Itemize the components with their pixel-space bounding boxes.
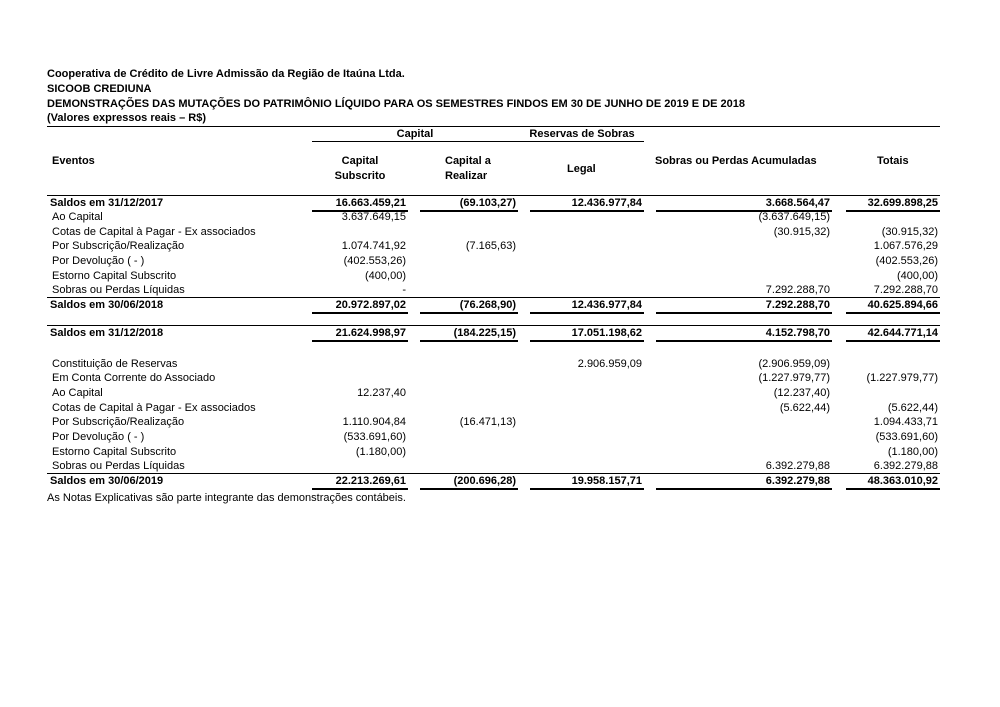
balance-column-rule — [420, 340, 518, 342]
balance-row — [0, 298, 1000, 312]
cell-realizar: (76.268,90) — [459, 299, 516, 311]
balance-column-rule — [656, 340, 832, 342]
cell-sobras: 7.292.288,70 — [765, 299, 830, 311]
cell-totais: (402.553,26) — [875, 255, 938, 267]
cell-subscrito: 21.624.998,97 — [335, 327, 406, 339]
table-row — [0, 357, 1000, 371]
cell-subscrito: (402.553,26) — [343, 255, 406, 267]
cell-legal: 19.958.157,71 — [571, 475, 642, 487]
row-event-label: Sobras ou Perdas Líquidas — [52, 460, 185, 472]
table-row — [0, 401, 1000, 415]
cell-subscrito: 12.237,40 — [357, 387, 406, 399]
cell-sobras: 7.292.288,70 — [765, 284, 830, 296]
col-totais: Totais — [877, 155, 909, 167]
cell-subscrito: 1.110.904,84 — [342, 416, 406, 428]
balance-column-rule — [530, 340, 644, 342]
cell-totais: (1.180,00) — [887, 446, 938, 458]
table-row — [0, 283, 1000, 297]
cell-subscrito: 16.663.459,21 — [335, 197, 406, 209]
col-legal: Legal — [567, 163, 596, 175]
cell-sobras: (30.915,32) — [773, 226, 830, 238]
balance-column-rule — [312, 312, 408, 314]
balance-column-rule — [846, 340, 940, 342]
table-row — [0, 386, 1000, 400]
balance-column-rule — [312, 340, 408, 342]
cell-totais: (400,00) — [897, 270, 938, 282]
cell-subscrito: 3.637.649,15 — [341, 211, 406, 223]
cell-totais: (30.915,32) — [881, 226, 938, 238]
row-event-label: Por Devolução ( - ) — [52, 431, 145, 443]
row-event-label: Constituição de Reservas — [52, 358, 178, 370]
balance-column-rule — [846, 312, 940, 314]
balance-column-rule — [846, 488, 940, 490]
cell-realizar: (200.696,28) — [453, 475, 516, 487]
cell-sobras: 6.392.279,88 — [765, 460, 830, 472]
col-sobras: Sobras ou Perdas Acumuladas — [655, 155, 817, 167]
table-row — [0, 225, 1000, 239]
brand-name: SICOOB CREDIUNA — [47, 83, 152, 95]
row-event-label: Ao Capital — [52, 387, 103, 399]
cell-subscrito: 22.213.269,61 — [335, 475, 406, 487]
row-event-label: Estorno Capital Subscrito — [52, 446, 177, 458]
row-event-label: Por Subscrição/Realização — [52, 416, 185, 428]
row-event-label: Saldos em 31/12/2018 — [50, 327, 164, 339]
col-eventos: Eventos — [52, 155, 95, 167]
table-row — [0, 430, 1000, 444]
cell-totais: (1.227.979,77) — [866, 372, 938, 384]
table-row — [0, 371, 1000, 385]
row-event-label: Saldos em 30/06/2018 — [50, 299, 164, 311]
currency-note: (Valores expressos reais – R$) — [47, 112, 206, 124]
cell-totais: 1.067.576,29 — [873, 240, 938, 252]
balance-row — [0, 196, 1000, 210]
balance-row — [0, 326, 1000, 340]
cell-legal: 12.436.977,84 — [571, 299, 642, 311]
cell-sobras: (5.622,44) — [779, 402, 830, 414]
col-capital-realizar-l1: Capital a — [445, 155, 491, 167]
balance-top-rule — [47, 297, 940, 298]
cell-sobras: 6.392.279,88 — [765, 475, 830, 487]
balance-column-rule — [530, 312, 644, 314]
row-event-label: Sobras ou Perdas Líquidas — [52, 284, 185, 296]
cell-subscrito: - — [402, 284, 406, 296]
row-event-label: Saldos em 30/06/2019 — [50, 475, 164, 487]
balance-row — [0, 474, 1000, 488]
table-row — [0, 415, 1000, 429]
cell-subscrito: (400,00) — [365, 270, 406, 282]
cell-subscrito: (533.691,60) — [343, 431, 406, 443]
cell-realizar: (16.471,13) — [459, 416, 516, 428]
table-row — [0, 269, 1000, 283]
cell-subscrito: 1.074.741,92 — [341, 240, 406, 252]
cell-legal: 17.051.198,62 — [571, 327, 642, 339]
company-name: Cooperativa de Crédito de Livre Admissão da Região de Itaúna Ltda. — [47, 68, 405, 80]
group-header-rule — [312, 141, 644, 142]
balance-column-rule — [656, 488, 832, 490]
cell-totais: 40.625.894,66 — [867, 299, 938, 311]
statement-title: DEMONSTRAÇÕES DAS MUTAÇÕES DO PATRIMÔNIO LÍQUIDO PARA OS SEMESTRES FINDOS EM 30 DE JUNHO DE 2019 E DE 2018 — [47, 98, 746, 110]
row-event-label: Por Devolução ( - ) — [52, 255, 145, 267]
row-event-label: Saldos em 31/12/2017 — [50, 197, 164, 209]
cell-subscrito: 20.972.897,02 — [335, 299, 406, 311]
row-event-label: Estorno Capital Subscrito — [52, 270, 177, 282]
row-event-label: Cotas de Capital à Pagar - Ex associados — [52, 402, 256, 414]
cell-sobras: 3.668.564,47 — [765, 197, 830, 209]
balance-top-rule — [47, 473, 940, 474]
table-row — [0, 445, 1000, 459]
balance-top-rule — [47, 195, 940, 196]
balance-column-rule — [420, 312, 518, 314]
cell-totais: 7.292.288,70 — [873, 284, 938, 296]
balance-column-rule — [420, 488, 518, 490]
cell-sobras: (1.227.979,77) — [758, 372, 830, 384]
cell-totais: 32.699.898,25 — [867, 197, 938, 209]
table-row — [0, 210, 1000, 224]
row-event-label: Por Subscrição/Realização — [52, 240, 185, 252]
cell-realizar: (69.103,27) — [459, 197, 516, 209]
cell-sobras: (12.237,40) — [773, 387, 830, 399]
col-capital-subscrito-l1: Capital — [341, 155, 379, 167]
cell-totais: (5.622,44) — [887, 402, 938, 414]
cell-totais: (533.691,60) — [875, 431, 938, 443]
col-capital-subscrito-l2: Subscrito — [334, 170, 386, 182]
cell-realizar: (7.165,63) — [465, 240, 516, 252]
cell-sobras: (3.637.649,15) — [758, 211, 830, 223]
cell-totais: 6.392.279,88 — [873, 460, 938, 472]
cell-realizar: (184.225,15) — [453, 327, 516, 339]
cell-sobras: (2.906.959,09) — [758, 358, 830, 370]
cell-legal: 2.906.959,09 — [577, 358, 642, 370]
cell-sobras: 4.152.798,70 — [765, 327, 830, 339]
col-capital-realizar-l2: Realizar — [445, 170, 488, 182]
table-row — [0, 254, 1000, 268]
group-reservas-header: Reservas de Sobras — [529, 128, 635, 140]
row-event-label: Cotas de Capital à Pagar - Ex associados — [52, 226, 256, 238]
table-row — [0, 239, 1000, 253]
cell-totais: 42.644.771,14 — [867, 327, 938, 339]
balance-column-rule — [312, 488, 408, 490]
footnote: As Notas Explicativas são parte integrante das demonstrações contábeis. — [47, 492, 406, 504]
cell-legal: 12.436.977,84 — [571, 197, 642, 209]
group-capital-header: Capital — [396, 128, 434, 140]
cell-subscrito: (1.180,00) — [355, 446, 406, 458]
header-rule — [47, 126, 940, 127]
cell-totais: 48.363.010,92 — [867, 475, 938, 487]
row-event-label: Ao Capital — [52, 211, 103, 223]
cell-totais: 1.094.433,71 — [873, 416, 938, 428]
balance-column-rule — [530, 488, 644, 490]
table-row — [0, 459, 1000, 473]
row-event-label: Em Conta Corrente do Associado — [52, 372, 216, 384]
balance-top-rule — [47, 325, 940, 326]
balance-column-rule — [656, 312, 832, 314]
